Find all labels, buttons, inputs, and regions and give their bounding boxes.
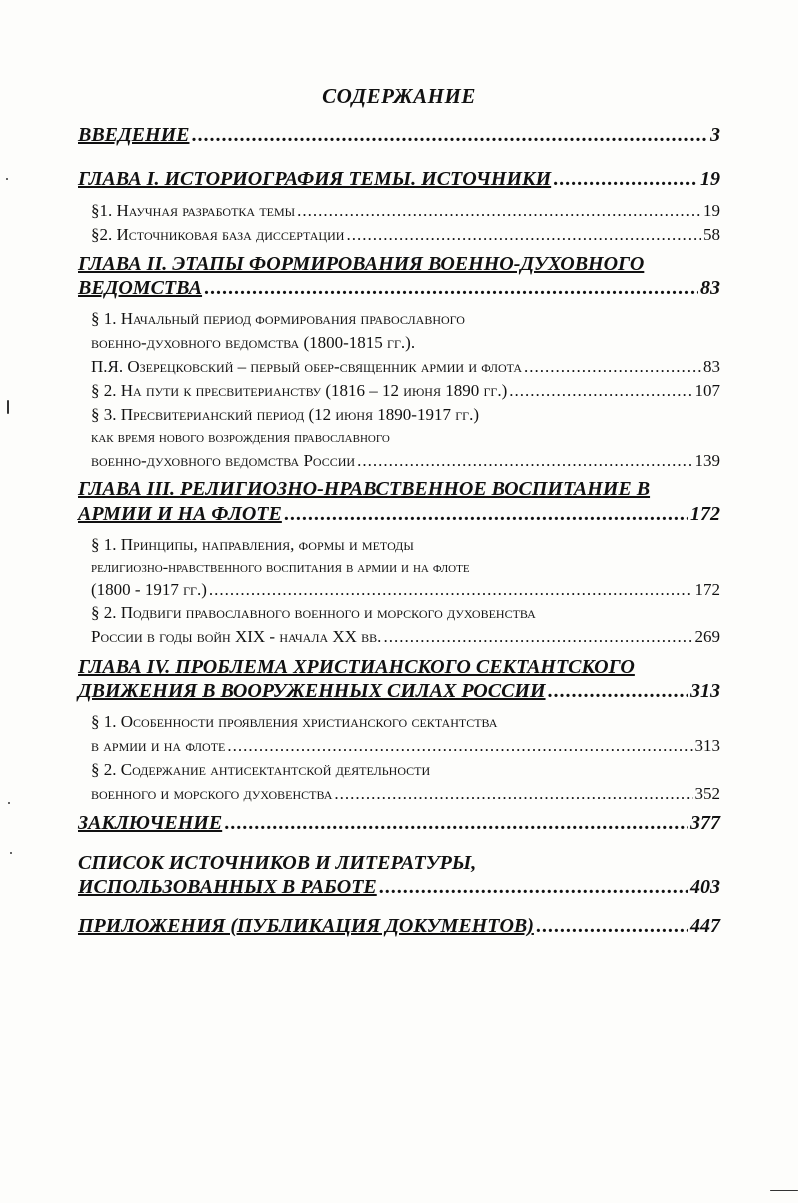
toc-entry-chapter-4 bbox=[78, 680, 720, 703]
toc-page-number: 313 bbox=[690, 680, 720, 702]
dot-leader bbox=[346, 225, 701, 245]
toc-entry-ch3-section-2 bbox=[91, 627, 720, 647]
toc-page-number: 107 bbox=[694, 381, 720, 400]
toc-ch3-section-2-line-1: § 2. Подвиги православного военного и морского духовенства bbox=[91, 603, 536, 622]
toc-label: военного и морского духовенства bbox=[91, 784, 333, 803]
toc-label: ПРИЛОЖЕНИЯ (ПУБЛИКАЦИЯ ДОКУМЕНТОВ) bbox=[78, 915, 534, 937]
dot-leader bbox=[548, 680, 688, 703]
toc-bibliography-title-line-1: СПИСОК ИСТОЧНИКОВ И ЛИТЕРАТУРЫ, bbox=[78, 852, 477, 874]
toc-label: ДВИЖЕНИЯ В ВООРУЖЕННЫХ СИЛАХ РОССИИ bbox=[78, 680, 546, 702]
toc-ch2-section-1-line-2: военно-духовного ведомства (1800-1815 гг.). bbox=[91, 333, 416, 352]
toc-page-number: 83 bbox=[703, 357, 720, 376]
toc-ch4-section-1-line-1: § 1. Особенности проявления христианского сектантства bbox=[91, 712, 498, 731]
toc-ch3-section-1-line-2: религиозно-нравственного воспитания в армии и на флоте bbox=[91, 559, 470, 576]
scan-speck bbox=[6, 178, 8, 180]
dot-leader bbox=[536, 915, 688, 938]
toc-entry-conclusion bbox=[78, 812, 720, 835]
toc-page-number: 139 bbox=[694, 451, 720, 470]
toc-ch3-section-1-line-1: § 1. Принципы, направления, формы и методы bbox=[91, 535, 414, 554]
toc-label: (1800 - 1917 гг.) bbox=[91, 580, 207, 599]
toc-entry-ch3-section-1 bbox=[91, 580, 720, 600]
toc-entry-ch1-section-2 bbox=[91, 225, 720, 245]
toc-page-number: 403 bbox=[690, 876, 720, 898]
scan-speck bbox=[770, 1190, 798, 1191]
toc-label: ЗАКЛЮЧЕНИЕ bbox=[78, 812, 223, 834]
toc-ch2-section-3-line-2: как время нового возрождения православного bbox=[91, 429, 390, 446]
toc-page-number: 19 bbox=[700, 168, 720, 190]
toc-label: §1. Научная разработка темы bbox=[91, 201, 296, 220]
toc-label: П.Я. Озерецковский – первый обер-священник армии и флота bbox=[91, 357, 523, 376]
toc-page-number: 352 bbox=[694, 784, 720, 803]
toc-page-number: 172 bbox=[690, 503, 720, 525]
toc-page-number: 377 bbox=[690, 812, 720, 834]
toc-entry-chapter-2 bbox=[78, 277, 720, 300]
toc-ch2-section-1-line-1: § 1. Начальный период формирования православного bbox=[91, 309, 465, 328]
toc-entry-ch4-section-2 bbox=[91, 784, 720, 804]
toc-label: в армии и на флоте bbox=[91, 736, 226, 755]
toc-label: ИСПОЛЬЗОВАННЫХ В РАБОТЕ bbox=[78, 876, 377, 898]
toc-page-number: 172 bbox=[694, 580, 720, 599]
toc-label: §2. Источниковая база диссертации bbox=[91, 225, 345, 244]
toc-entry-ch2-section-2 bbox=[91, 381, 720, 401]
toc-page-number: 58 bbox=[703, 225, 720, 244]
dot-leader bbox=[509, 381, 692, 401]
toc-entry-chapter-1 bbox=[78, 168, 720, 191]
dot-leader bbox=[357, 451, 692, 471]
toc-entry-ch2-section-3 bbox=[91, 451, 720, 471]
scan-speck bbox=[7, 400, 9, 414]
toc-label: военно-духовного ведомства России bbox=[91, 451, 356, 470]
toc-entry-intro bbox=[78, 124, 720, 147]
scan-speck bbox=[10, 852, 12, 854]
toc-label: ВЕДОМСТВА bbox=[78, 277, 203, 299]
toc-ch2-section-3-line-1: § 3. Пресвитерианский период (12 июня 1890-1917 гг.) bbox=[91, 405, 479, 424]
dot-leader bbox=[209, 580, 693, 600]
toc-entry-ch2-section-1 bbox=[91, 357, 720, 377]
toc-page-number: 83 bbox=[700, 277, 720, 299]
toc-chapter-2-title-line-1: ГЛАВА II. ЭТАПЫ ФОРМИРОВАНИЯ ВОЕННО-ДУХОВНОГО bbox=[78, 253, 645, 275]
toc-label: России в годы войн XIX - начала XX вв. bbox=[91, 627, 382, 646]
toc-page-number: 447 bbox=[690, 915, 720, 937]
dot-leader bbox=[383, 627, 692, 647]
dot-leader bbox=[204, 277, 698, 300]
dot-leader bbox=[227, 736, 692, 756]
page-title: СОДЕРЖАНИЕ bbox=[322, 84, 476, 108]
toc-page-number: 313 bbox=[694, 736, 720, 755]
toc-entry-chapter-3 bbox=[78, 503, 720, 526]
toc-page-number: 3 bbox=[710, 124, 720, 146]
toc-page-number: 269 bbox=[694, 627, 720, 646]
toc-label: § 2. На пути к пресвитерианству (1816 – 12 июня 1890 гг.) bbox=[91, 381, 508, 400]
toc-ch4-section-2-line-1: § 2. Содержание антисектантской деятельности bbox=[91, 760, 431, 779]
dot-leader bbox=[224, 812, 688, 835]
dot-leader bbox=[553, 168, 698, 191]
toc-chapter-3-title-line-1: ГЛАВА III. РЕЛИГИОЗНО-НРАВСТВЕННОЕ ВОСПИТАНИЕ В bbox=[78, 478, 651, 500]
dot-leader bbox=[191, 124, 708, 147]
toc-entry-ch4-section-1 bbox=[91, 736, 720, 756]
toc-label: ГЛАВА I. ИСТОРИОГРАФИЯ ТЕМЫ. ИСТОЧНИКИ bbox=[78, 168, 552, 190]
dot-leader bbox=[334, 784, 692, 804]
toc-page-number: 19 bbox=[703, 201, 720, 220]
scan-speck bbox=[8, 802, 10, 804]
toc-label: ВВЕДЕНИЕ bbox=[78, 124, 190, 146]
dot-leader bbox=[284, 503, 688, 526]
dot-leader bbox=[524, 357, 701, 377]
dot-leader bbox=[379, 876, 688, 899]
toc-entry-bibliography bbox=[78, 876, 720, 899]
dot-leader bbox=[297, 201, 701, 221]
toc-chapter-4-title-line-1: ГЛАВА IV. ПРОБЛЕМА ХРИСТИАНСКОГО СЕКТАНТСКОГО bbox=[78, 656, 635, 678]
toc-entry-appendix bbox=[78, 915, 720, 938]
toc-entry-ch1-section-1 bbox=[91, 201, 720, 221]
toc-label: АРМИИ И НА ФЛОТЕ bbox=[78, 503, 282, 525]
